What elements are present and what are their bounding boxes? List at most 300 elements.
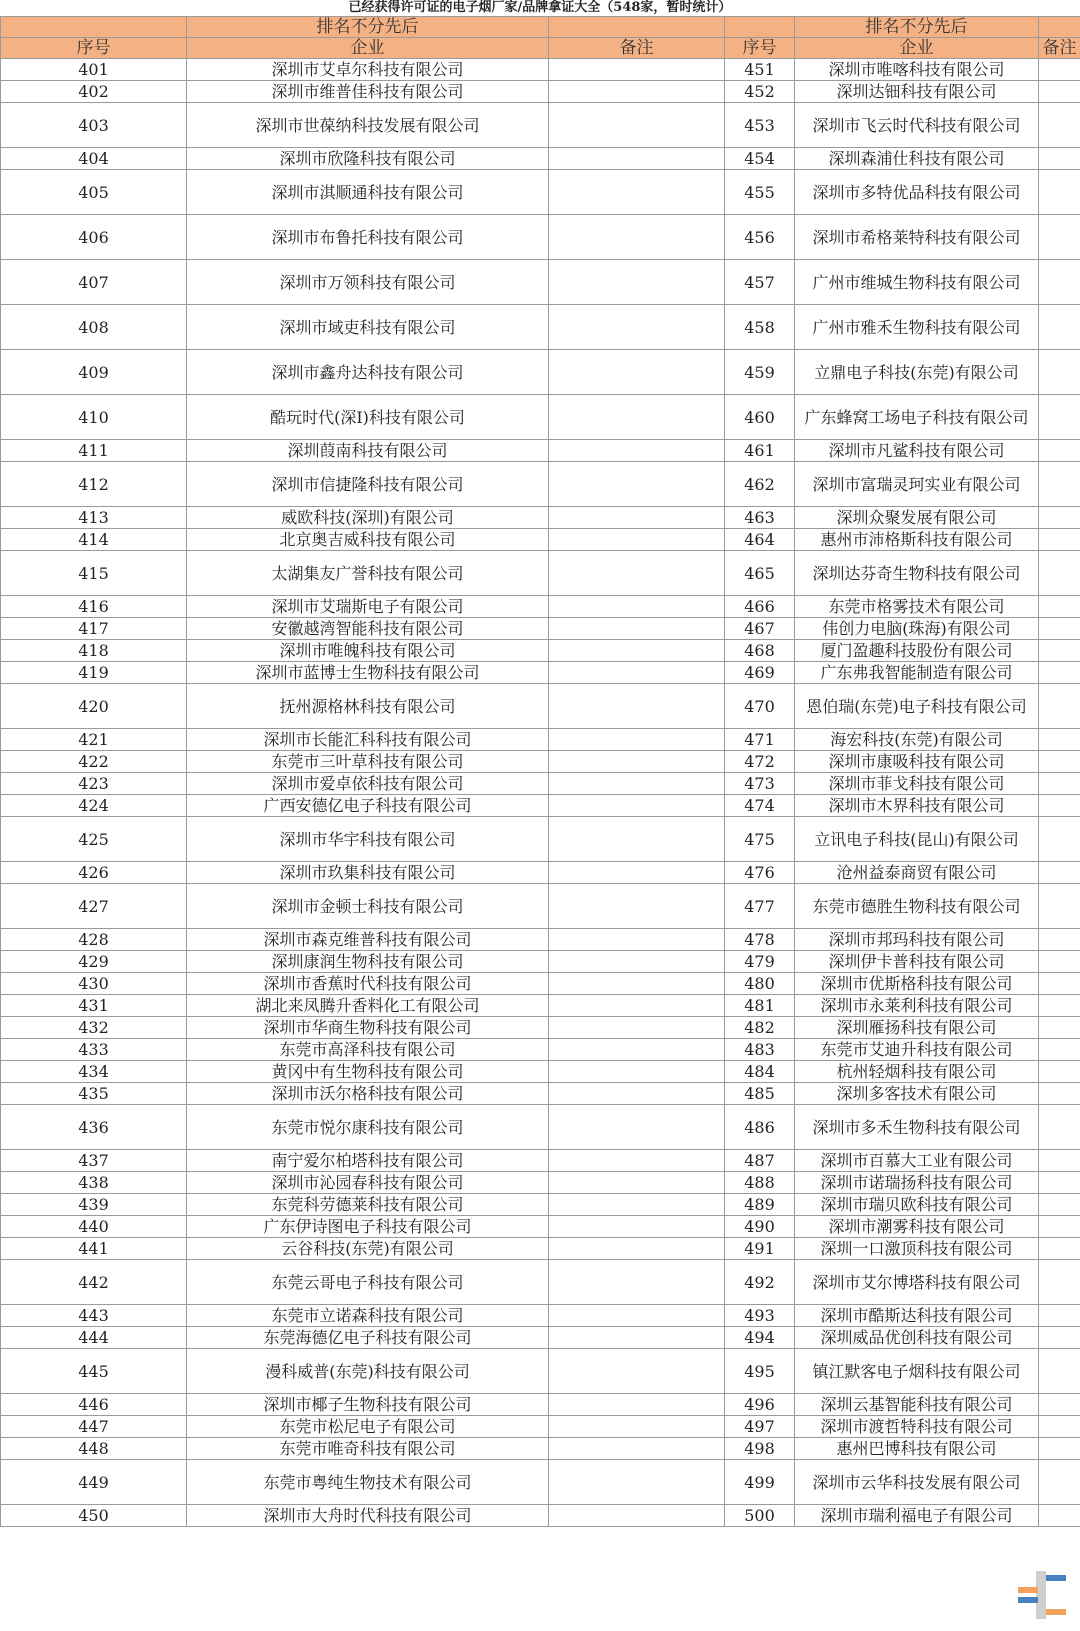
cell-remark-right	[1039, 773, 1080, 795]
cell-company-left: 深圳葭南科技有限公司	[187, 440, 549, 462]
cell-remark-left	[549, 1194, 725, 1216]
cell-company-right: 杭州轻烟科技有限公司	[795, 1061, 1039, 1083]
ranking-note-right: 排名不分先后	[795, 17, 1039, 38]
cell-remark-left	[549, 1438, 725, 1460]
cell-seq-left: 401	[1, 59, 187, 81]
cell-remark-right	[1039, 395, 1080, 440]
table-row	[1, 350, 1080, 395]
header-company-right: 企业	[795, 38, 1039, 59]
cell-remark-right	[1039, 795, 1080, 817]
cell-remark-right	[1039, 81, 1080, 103]
cell-remark-left	[549, 1017, 725, 1039]
cell-company-left: 深圳市森克维普科技有限公司	[187, 929, 549, 951]
cell-seq-right: 489	[725, 1194, 795, 1216]
cell-seq-right: 468	[725, 640, 795, 662]
cell-company-right: 东莞市德胜生物科技有限公司	[795, 884, 1039, 929]
table-row	[1, 1305, 1080, 1327]
cell-remark-right	[1039, 59, 1080, 81]
cell-remark-right	[1039, 507, 1080, 529]
cell-remark-right	[1039, 1349, 1080, 1394]
table-row	[1, 1238, 1080, 1260]
cell-seq-right: 496	[725, 1394, 795, 1416]
cell-remark-right	[1039, 1194, 1080, 1216]
cell-company-right: 深圳威品优创科技有限公司	[795, 1327, 1039, 1349]
cell-seq-left: 402	[1, 81, 187, 103]
cell-company-right: 惠州巴博科技有限公司	[795, 1438, 1039, 1460]
cell-remark-right	[1039, 1416, 1080, 1438]
cell-remark-right	[1039, 662, 1080, 684]
table-row	[1, 1216, 1080, 1238]
cell-company-left: 深圳市华宇科技有限公司	[187, 817, 549, 862]
cell-seq-left: 447	[1, 1416, 187, 1438]
header-company-left: 企业	[187, 38, 549, 59]
cell-seq-left: 443	[1, 1305, 187, 1327]
table-row	[1, 773, 1080, 795]
cell-seq-left: 406	[1, 215, 187, 260]
cell-remark-left	[549, 1349, 725, 1394]
table-row	[1, 640, 1080, 662]
cell-seq-right: 463	[725, 507, 795, 529]
cell-company-left: 湖北来凤腾升香料化工有限公司	[187, 995, 549, 1017]
cell-seq-right: 498	[725, 1438, 795, 1460]
cell-seq-left: 426	[1, 862, 187, 884]
cell-remark-left	[549, 862, 725, 884]
cell-remark-left	[549, 995, 725, 1017]
cell-remark-right	[1039, 618, 1080, 640]
cell-remark-left	[549, 1460, 725, 1505]
header-seq-right: 序号	[725, 38, 795, 59]
cell-company-left: 深圳市欣隆科技有限公司	[187, 148, 549, 170]
cell-company-right: 深圳市酷斯达科技有限公司	[795, 1305, 1039, 1327]
cell-remark-left	[549, 1394, 725, 1416]
cell-seq-right: 454	[725, 148, 795, 170]
cell-company-right: 伟创力电脑(珠海)有限公司	[795, 618, 1039, 640]
cell-company-left: 深圳市万领科技有限公司	[187, 260, 549, 305]
cell-remark-left	[549, 929, 725, 951]
cell-seq-left: 424	[1, 795, 187, 817]
cell-seq-left: 403	[1, 103, 187, 148]
cell-seq-left: 404	[1, 148, 187, 170]
cell-remark-right	[1039, 640, 1080, 662]
cell-remark-left	[549, 1039, 725, 1061]
cell-remark-left	[549, 1305, 725, 1327]
cell-seq-left: 446	[1, 1394, 187, 1416]
table-row	[1, 1105, 1080, 1150]
cell-company-right: 广州市雅禾生物科技有限公司	[795, 305, 1039, 350]
cell-seq-left: 431	[1, 995, 187, 1017]
table-row	[1, 1083, 1080, 1105]
cell-remark-left	[549, 684, 725, 729]
header-seq-left: 序号	[1, 38, 187, 59]
cell-seq-right: 476	[725, 862, 795, 884]
cell-seq-left: 429	[1, 951, 187, 973]
cell-company-left: 云谷科技(东莞)有限公司	[187, 1238, 549, 1260]
cell-company-right: 深圳雁扬科技有限公司	[795, 1017, 1039, 1039]
cell-seq-right: 473	[725, 773, 795, 795]
cell-remark-left	[549, 662, 725, 684]
table-row	[1, 170, 1080, 215]
table-row	[1, 795, 1080, 817]
cell-company-right: 深圳多客技术有限公司	[795, 1083, 1039, 1105]
cell-remark-right	[1039, 350, 1080, 395]
table-row	[1, 596, 1080, 618]
table-row	[1, 551, 1080, 596]
cell-remark-right	[1039, 1505, 1080, 1527]
cell-remark-left	[549, 59, 725, 81]
cell-seq-right: 462	[725, 462, 795, 507]
cell-seq-right: 458	[725, 305, 795, 350]
cell-remark-right	[1039, 951, 1080, 973]
cell-remark-left	[549, 773, 725, 795]
header-empty-left	[1, 17, 187, 38]
cell-company-right: 深圳市瑞利福电子有限公司	[795, 1505, 1039, 1527]
table-row	[1, 684, 1080, 729]
cell-seq-right: 477	[725, 884, 795, 929]
cell-remark-right	[1039, 1172, 1080, 1194]
cell-remark-left	[549, 507, 725, 529]
cell-seq-right: 475	[725, 817, 795, 862]
cell-remark-right	[1039, 170, 1080, 215]
cell-remark-right	[1039, 1394, 1080, 1416]
table-row	[1, 59, 1080, 81]
cell-remark-right	[1039, 440, 1080, 462]
cell-remark-left	[549, 260, 725, 305]
cell-company-right: 深圳市渡哲特科技有限公司	[795, 1416, 1039, 1438]
header-empty-left-remark	[549, 17, 725, 38]
cell-remark-right	[1039, 215, 1080, 260]
table-row	[1, 1460, 1080, 1505]
cell-seq-left: 449	[1, 1460, 187, 1505]
cell-company-left: 东莞市立诺森科技有限公司	[187, 1305, 549, 1327]
table-row	[1, 148, 1080, 170]
cell-company-right: 深圳市富瑞灵珂实业有限公司	[795, 462, 1039, 507]
cell-seq-right: 456	[725, 215, 795, 260]
cell-seq-left: 422	[1, 751, 187, 773]
table-row	[1, 1150, 1080, 1172]
cell-company-right: 深圳市木界科技有限公司	[795, 795, 1039, 817]
cell-seq-left: 444	[1, 1327, 187, 1349]
cell-remark-right	[1039, 529, 1080, 551]
cell-seq-right: 471	[725, 729, 795, 751]
cell-company-left: 抚州源格林科技有限公司	[187, 684, 549, 729]
cell-company-left: 深圳市域吏科技有限公司	[187, 305, 549, 350]
cell-remark-right	[1039, 1327, 1080, 1349]
cell-company-right: 深圳市云华科技发展有限公司	[795, 1460, 1039, 1505]
cell-company-left: 深圳市沃尔格科技有限公司	[187, 1083, 549, 1105]
cell-company-right: 惠州市沛格斯科技有限公司	[795, 529, 1039, 551]
table-row	[1, 305, 1080, 350]
cell-seq-left: 441	[1, 1238, 187, 1260]
cell-seq-right: 483	[725, 1039, 795, 1061]
cell-seq-right: 497	[725, 1416, 795, 1438]
cell-seq-right: 480	[725, 973, 795, 995]
cell-company-left: 深圳市玖集科技有限公司	[187, 862, 549, 884]
cell-seq-left: 418	[1, 640, 187, 662]
cell-remark-right	[1039, 973, 1080, 995]
cell-seq-right: 474	[725, 795, 795, 817]
table-row	[1, 1394, 1080, 1416]
cell-company-right: 立鼎电子科技(东莞)有限公司	[795, 350, 1039, 395]
cell-seq-left: 409	[1, 350, 187, 395]
cell-seq-right: 482	[725, 1017, 795, 1039]
cell-seq-left: 417	[1, 618, 187, 640]
table-row	[1, 1039, 1080, 1061]
cell-company-right: 镇江默客电子烟科技有限公司	[795, 1349, 1039, 1394]
cell-company-right: 东莞市艾迪升科技有限公司	[795, 1039, 1039, 1061]
cell-seq-left: 450	[1, 1505, 187, 1527]
cell-company-left: 深圳市布鲁托科技有限公司	[187, 215, 549, 260]
cell-remark-right	[1039, 1438, 1080, 1460]
cell-remark-right	[1039, 103, 1080, 148]
cell-seq-left: 419	[1, 662, 187, 684]
cell-seq-left: 440	[1, 1216, 187, 1238]
cell-company-right: 深圳市瑞贝欧科技有限公司	[795, 1194, 1039, 1216]
table-row	[1, 618, 1080, 640]
cell-seq-right: 486	[725, 1105, 795, 1150]
cell-remark-right	[1039, 260, 1080, 305]
cell-seq-right: 461	[725, 440, 795, 462]
cell-remark-right	[1039, 929, 1080, 951]
cell-remark-left	[549, 148, 725, 170]
header-empty-right	[725, 17, 795, 38]
cell-remark-left	[549, 215, 725, 260]
cell-seq-right: 490	[725, 1216, 795, 1238]
cell-seq-left: 442	[1, 1260, 187, 1305]
cell-company-left: 东莞云哥电子科技有限公司	[187, 1260, 549, 1305]
cell-seq-left: 423	[1, 773, 187, 795]
table-row	[1, 884, 1080, 929]
cell-remark-left	[549, 596, 725, 618]
cell-seq-right: 453	[725, 103, 795, 148]
cell-remark-left	[549, 973, 725, 995]
cell-company-left: 南宁爱尔柏塔科技有限公司	[187, 1150, 549, 1172]
cell-seq-left: 420	[1, 684, 187, 729]
cell-seq-right: 487	[725, 1150, 795, 1172]
cell-seq-left: 427	[1, 884, 187, 929]
cell-remark-left	[549, 884, 725, 929]
cell-company-right: 深圳达芬奇生物科技有限公司	[795, 551, 1039, 596]
cell-company-right: 深圳市菲戈科技有限公司	[795, 773, 1039, 795]
cell-seq-right: 460	[725, 395, 795, 440]
cell-company-right: 广州市维城生物科技有限公司	[795, 260, 1039, 305]
cell-company-left: 深圳市艾瑞斯电子有限公司	[187, 596, 549, 618]
cell-remark-left	[549, 305, 725, 350]
cell-remark-right	[1039, 305, 1080, 350]
cell-remark-right	[1039, 1039, 1080, 1061]
cell-seq-left: 407	[1, 260, 187, 305]
cell-company-right: 东莞市格雾技术有限公司	[795, 596, 1039, 618]
header-empty-right-remark	[1039, 17, 1080, 38]
cell-company-right: 深圳市多禾生物科技有限公司	[795, 1105, 1039, 1150]
cell-remark-right	[1039, 1105, 1080, 1150]
table-row	[1, 751, 1080, 773]
cell-seq-right: 485	[725, 1083, 795, 1105]
cell-remark-right	[1039, 862, 1080, 884]
cell-company-left: 深圳康润生物科技有限公司	[187, 951, 549, 973]
cell-company-left: 深圳市淇顺通科技有限公司	[187, 170, 549, 215]
ranking-note-left: 排名不分先后	[187, 17, 549, 38]
cell-seq-left: 414	[1, 529, 187, 551]
cell-remark-left	[549, 1105, 725, 1150]
cell-company-left: 深圳市爱卓依科技有限公司	[187, 773, 549, 795]
cell-seq-left: 412	[1, 462, 187, 507]
cell-company-right: 深圳市邦玛科技有限公司	[795, 929, 1039, 951]
cell-company-right: 深圳市艾尔博塔科技有限公司	[795, 1260, 1039, 1305]
cell-remark-left	[549, 640, 725, 662]
cell-company-left: 广东伊诗图电子科技有限公司	[187, 1216, 549, 1238]
cell-remark-left	[549, 951, 725, 973]
cell-seq-left: 435	[1, 1083, 187, 1105]
cell-seq-left: 413	[1, 507, 187, 529]
cell-company-right: 深圳市唯喀科技有限公司	[795, 59, 1039, 81]
cell-remark-left	[549, 350, 725, 395]
cell-company-left: 黄冈中有生物科技有限公司	[187, 1061, 549, 1083]
table-row	[1, 507, 1080, 529]
table-row	[1, 817, 1080, 862]
cell-company-left: 安徽越湾智能科技有限公司	[187, 618, 549, 640]
cell-seq-right: 466	[725, 596, 795, 618]
cell-remark-left	[549, 529, 725, 551]
cell-seq-right: 457	[725, 260, 795, 305]
cell-remark-left	[549, 817, 725, 862]
cell-remark-left	[549, 618, 725, 640]
cell-company-right: 深圳伊卡普科技有限公司	[795, 951, 1039, 973]
cell-company-right: 深圳市百慕大工业有限公司	[795, 1150, 1039, 1172]
table-row	[1, 662, 1080, 684]
table-row	[1, 1327, 1080, 1349]
cell-seq-right: 492	[725, 1260, 795, 1305]
cell-remark-right	[1039, 995, 1080, 1017]
cell-remark-left	[549, 1061, 725, 1083]
ranking-note-row	[1, 17, 1080, 38]
table-row	[1, 1349, 1080, 1394]
table-row	[1, 1194, 1080, 1216]
cell-company-left: 威欧科技(深圳)有限公司	[187, 507, 549, 529]
cell-company-right: 厦门盈趣科技股份有限公司	[795, 640, 1039, 662]
cell-company-left: 深圳市沁园春科技有限公司	[187, 1172, 549, 1194]
cell-seq-left: 445	[1, 1349, 187, 1394]
cell-seq-right: 491	[725, 1238, 795, 1260]
cell-company-right: 深圳市诺瑞扬科技有限公司	[795, 1172, 1039, 1194]
cell-seq-right: 481	[725, 995, 795, 1017]
cell-remark-right	[1039, 884, 1080, 929]
cell-seq-right: 495	[725, 1349, 795, 1394]
cell-remark-left	[549, 103, 725, 148]
table-row	[1, 1061, 1080, 1083]
cell-seq-left: 410	[1, 395, 187, 440]
table-row	[1, 1017, 1080, 1039]
cell-remark-left	[549, 170, 725, 215]
cell-company-right: 立讯电子科技(昆山)有限公司	[795, 817, 1039, 862]
table-row	[1, 1505, 1080, 1527]
cell-remark-left	[549, 1416, 725, 1438]
header-remark-left: 备注	[549, 38, 725, 59]
cell-seq-left: 425	[1, 817, 187, 862]
cell-seq-left: 430	[1, 973, 187, 995]
cell-seq-right: 465	[725, 551, 795, 596]
cell-seq-right: 469	[725, 662, 795, 684]
cell-remark-left	[549, 1260, 725, 1305]
table-row	[1, 951, 1080, 973]
cell-company-right: 深圳市飞云时代科技有限公司	[795, 103, 1039, 148]
cell-seq-right: 451	[725, 59, 795, 81]
table-row	[1, 395, 1080, 440]
watermark-logo-icon	[1016, 1567, 1068, 1623]
cell-seq-right: 464	[725, 529, 795, 551]
column-header-row	[1, 38, 1080, 59]
cell-company-right: 深圳市潮雾科技有限公司	[795, 1216, 1039, 1238]
cell-remark-right	[1039, 751, 1080, 773]
cell-seq-right: 494	[725, 1327, 795, 1349]
cell-remark-left	[549, 1216, 725, 1238]
cell-seq-left: 437	[1, 1150, 187, 1172]
cell-company-right: 深圳云基智能科技有限公司	[795, 1394, 1039, 1416]
cell-seq-left: 448	[1, 1438, 187, 1460]
cell-company-left: 深圳市金顿士科技有限公司	[187, 884, 549, 929]
cell-company-left: 深圳市唯魄科技有限公司	[187, 640, 549, 662]
cell-company-left: 深圳市维普佳科技有限公司	[187, 81, 549, 103]
cell-company-right: 海宏科技(东莞)有限公司	[795, 729, 1039, 751]
table-row	[1, 1438, 1080, 1460]
cell-seq-left: 432	[1, 1017, 187, 1039]
cell-seq-right: 459	[725, 350, 795, 395]
table-row	[1, 1416, 1080, 1438]
cell-company-left: 酷玩时代(深I)科技有限公司	[187, 395, 549, 440]
cell-remark-left	[549, 440, 725, 462]
table-row	[1, 260, 1080, 305]
header-remark-right: 备注	[1039, 38, 1080, 59]
cell-seq-left: 408	[1, 305, 187, 350]
cell-seq-right: 478	[725, 929, 795, 951]
cell-remark-right	[1039, 817, 1080, 862]
table-row	[1, 862, 1080, 884]
cell-remark-left	[549, 395, 725, 440]
table-row	[1, 103, 1080, 148]
cell-remark-left	[549, 795, 725, 817]
cell-company-right: 恩伯瑞(东莞)电子科技有限公司	[795, 684, 1039, 729]
cell-seq-right: 472	[725, 751, 795, 773]
cell-company-right: 深圳市优斯格科技有限公司	[795, 973, 1039, 995]
cell-remark-right	[1039, 1083, 1080, 1105]
cell-remark-left	[549, 1238, 725, 1260]
cell-seq-right: 484	[725, 1061, 795, 1083]
table-row	[1, 81, 1080, 103]
cell-company-left: 漫科威普(东莞)科技有限公司	[187, 1349, 549, 1394]
cell-seq-left: 428	[1, 929, 187, 951]
cell-remark-right	[1039, 1238, 1080, 1260]
cell-seq-right: 499	[725, 1460, 795, 1505]
cell-seq-left: 439	[1, 1194, 187, 1216]
cell-remark-left	[549, 1083, 725, 1105]
cell-remark-right	[1039, 1017, 1080, 1039]
cell-remark-right	[1039, 551, 1080, 596]
cell-company-left: 深圳市香蕉时代科技有限公司	[187, 973, 549, 995]
cell-seq-right: 452	[725, 81, 795, 103]
cell-company-left: 深圳市长能汇科科技有限公司	[187, 729, 549, 751]
cell-company-right: 深圳市永莱利科技有限公司	[795, 995, 1039, 1017]
cell-company-right: 深圳市凡鲨科技有限公司	[795, 440, 1039, 462]
cell-company-left: 深圳市信捷隆科技有限公司	[187, 462, 549, 507]
cell-company-right: 深圳市多特优品科技有限公司	[795, 170, 1039, 215]
cell-remark-right	[1039, 1150, 1080, 1172]
cell-remark-left	[549, 462, 725, 507]
cell-remark-right	[1039, 684, 1080, 729]
cell-company-left: 东莞市粤纯生物技术有限公司	[187, 1460, 549, 1505]
cell-remark-right	[1039, 1260, 1080, 1305]
cell-company-left: 北京奥吉威科技有限公司	[187, 529, 549, 551]
table-row	[1, 1260, 1080, 1305]
cell-company-right: 深圳达钿科技有限公司	[795, 81, 1039, 103]
